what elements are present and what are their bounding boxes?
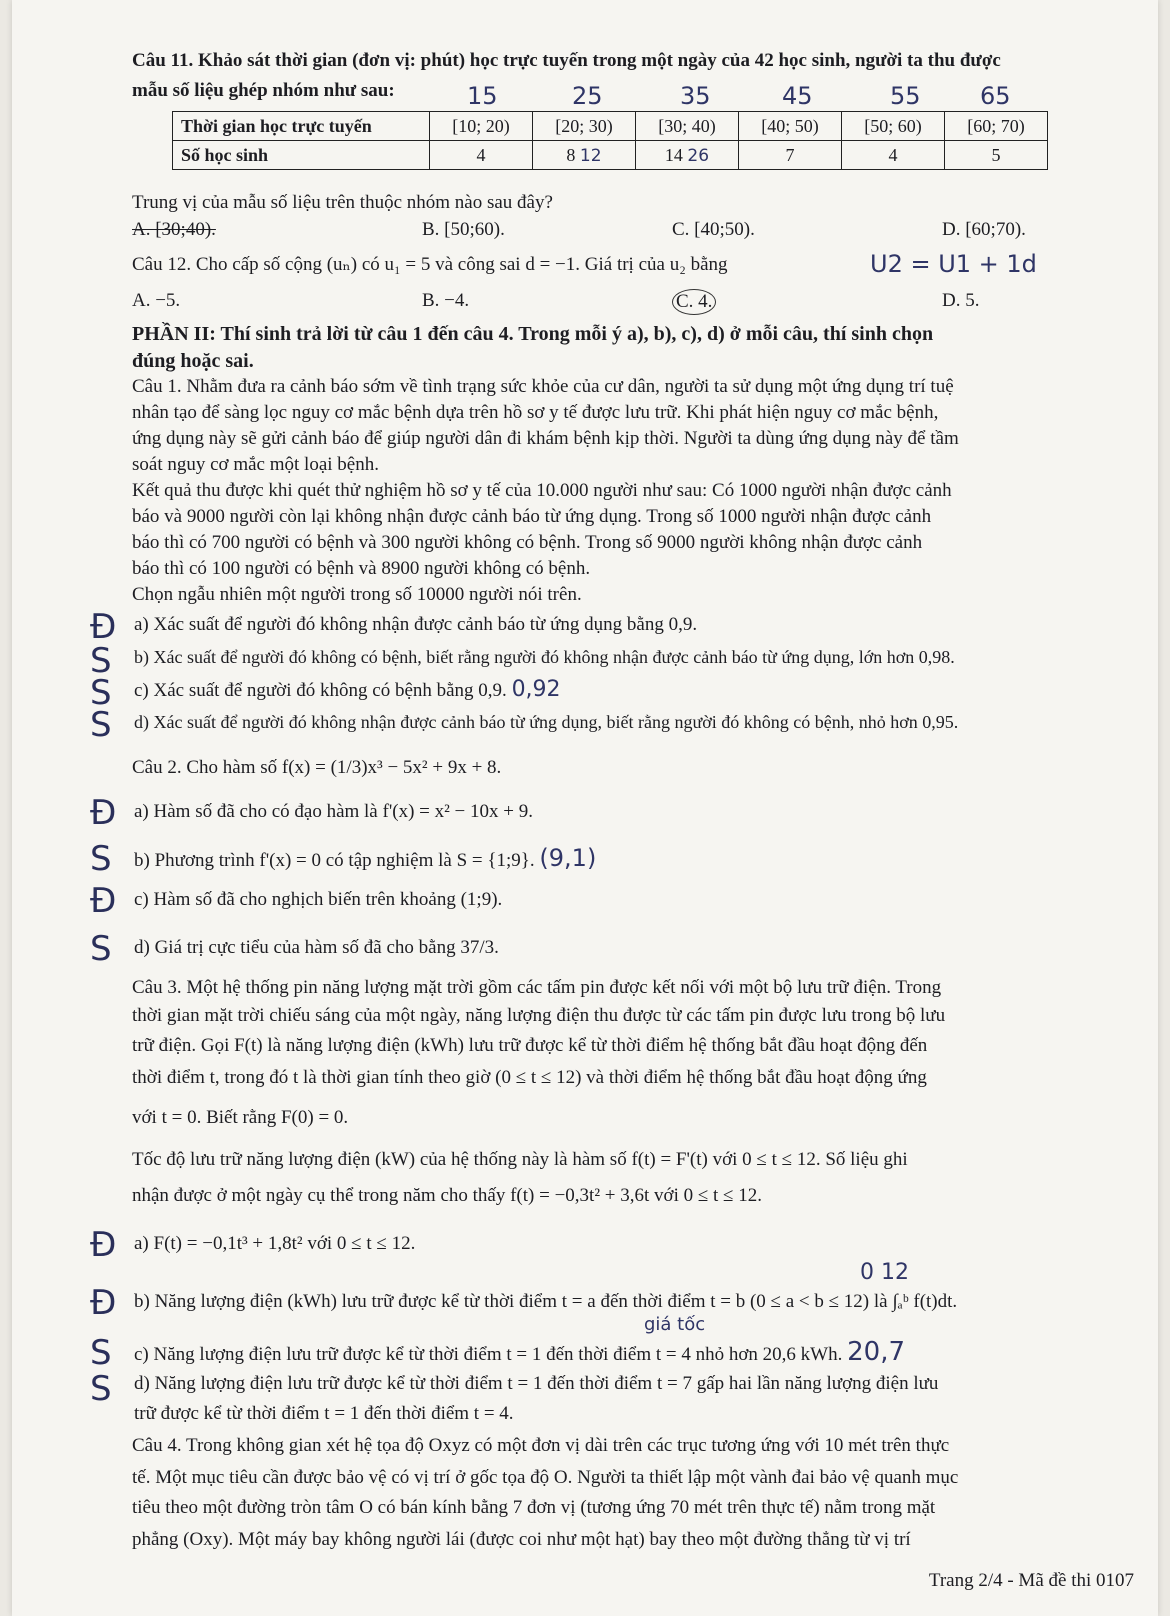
page-content — [12, 0, 1158, 1616]
hand-mark-c2b: S — [90, 839, 112, 879]
c1-line-4: soát nguy cơ mắc một loại bệnh. — [132, 454, 379, 475]
c1-line-9: Chọn ngẫu nhiên một người trong số 10000 người nói trên. — [132, 584, 582, 605]
c3-item-c — [134, 1337, 1126, 1367]
table-row — [173, 112, 1048, 141]
c4-line-1: Câu 4. Trong không gian xét hệ tọa độ Oxyz có một đơn vị dài trên các trục tương ứng với 10 mét trên thực — [132, 1435, 950, 1456]
hand-mark-c1a: Đ — [90, 607, 117, 647]
c3-item-d-1: d) Năng lượng điện lưu trữ được kể từ thời điểm t = 1 đến thời điểm t = 7 gấp hai lần năng lượng điện lưu — [134, 1373, 939, 1394]
c2-item-a: a) Hàm số đã cho có đạo hàm là f'(x) = x² − 10x + 9. — [134, 801, 533, 822]
table-cell — [533, 141, 636, 170]
c2-item-b — [134, 846, 1126, 873]
hand-cumulative: 26 — [687, 145, 710, 166]
c3-line-1: Câu 3. Một hệ thống pin năng lượng mặt trời gồm các tấm pin được kết nối với một bộ lưu trữ điện. Trong — [132, 977, 942, 998]
hand-mark-c1d: S — [90, 705, 112, 745]
hand-c3b-under: giá tốc — [644, 1314, 706, 1335]
c3-item-a: a) F(t) = −0,1t³ + 1,8t² với 0 ≤ t ≤ 12. — [134, 1233, 416, 1254]
table-cell: [30; 40) — [636, 112, 739, 141]
c1-line-2: nhân tạo để sàng lọc nguy cơ mắc bệnh dựa trên hồ sơ y tế được lưu trữ. Khi phát hiện nguy cơ mắc bệnh, — [132, 402, 939, 423]
exam-page — [12, 0, 1158, 1616]
c3-item-c-text: c) Năng lượng điện lưu trữ được kể từ thời điểm t = 1 đến thời điểm t = 4 nhỏ hơn 20,6 kWh. — [134, 1344, 843, 1365]
hand-mid-3: 35 — [680, 82, 711, 110]
table-row-label: Thời gian học trực tuyến — [173, 112, 430, 141]
q11-line2: mẫu số liệu ghép nhóm như sau: — [132, 80, 395, 101]
c1-line-6: báo và 9000 người còn lại không nhận được cảnh báo từ ứng dụng. Trong số 1000 người nhận được cảnh — [132, 506, 932, 527]
c2-item-b-text: b) Phương trình f'(x) = 0 có tập nghiệm là S = {1;9}. — [134, 850, 535, 871]
count-value: 8 — [566, 144, 576, 165]
hand-mid-1: 15 — [467, 82, 498, 110]
table-cell: [40; 50) — [739, 112, 842, 141]
q11-option-a: A. [30;40). — [132, 219, 216, 240]
hand-mark-c3b: Đ — [90, 1283, 117, 1323]
c3-line-2: thời gian mặt trời chiếu sáng của một ngày, năng lượng điện thu được từ các tấm pin được lưu trong bộ lưu — [132, 1005, 946, 1026]
q12-option-d: D. 5. — [942, 290, 980, 311]
c1-line-8: báo thì có 100 người có bệnh và 8900 người không có bệnh. — [132, 558, 591, 579]
hand-mid-5: 55 — [890, 82, 921, 110]
hand-cumulative: 12 — [579, 145, 602, 166]
c1-item-c — [134, 678, 1126, 703]
c4-line-4: phẳng (Oxy). Một máy bay không người lái (được coi như một hạt) bay theo một đường thẳng từ vị trí — [132, 1529, 911, 1550]
hand-mark-c1b: S — [90, 641, 112, 681]
page-footer: Trang 2/4 - Mã đề thi 0107 — [928, 1570, 1134, 1591]
c1-line-3: ứng dụng này sẽ gửi cảnh báo để giúp người dân đi khám bệnh kịp thời. Người ta dùng ứng dụng này để tầm — [132, 428, 959, 449]
c3-line-5: với t = 0. Biết rằng F(0) = 0. — [132, 1107, 349, 1128]
q11-line1: Câu 11. Khảo sát thời gian (đơn vị: phút) học trực tuyến trong một ngày của 42 học sinh, người ta thu được — [132, 50, 1001, 71]
c1-item-a: a) Xác suất để người đó không nhận được cảnh báo từ ứng dụng bằng 0,9. — [134, 614, 698, 635]
table-cell: 4 — [430, 141, 533, 170]
c3-item-d-2: trữ được kể từ thời điểm t = 1 đến thời điểm t = 4. — [134, 1403, 514, 1424]
c1-line-7: báo thì có 700 người có bệnh và 300 người không có bệnh. Trong số 9000 người không nhận được cảnh — [132, 532, 923, 553]
hand-mark-c3a: Đ — [90, 1225, 117, 1265]
table-row-label: Số học sinh — [173, 141, 430, 170]
q12-option-b: B. −4. — [422, 290, 470, 311]
table-cell: [60; 70) — [945, 112, 1048, 141]
table-cell: 5 — [945, 141, 1048, 170]
c1-item-c-text: c) Xác suất để người đó không có bệnh bằng 0,9. — [134, 680, 507, 701]
table-cell: 7 — [739, 141, 842, 170]
q12-option-c: C. 4. — [672, 289, 716, 315]
table-cell — [636, 141, 739, 170]
part2-heading-2: đúng hoặc sai. — [132, 350, 254, 372]
c1-line-5: Kết quả thu được khi quét thử nghiệm hồ sơ y tế của 10.000 người như sau: Có 1000 người nhận được cảnh — [132, 480, 952, 501]
c3-line-7: nhận được ở một ngày cụ thể trong năm cho thấy f(t) = −0,3t² + 3,6t với 0 ≤ t ≤ 12. — [132, 1185, 762, 1206]
hand-mid-4: 45 — [782, 82, 813, 110]
hand-mark-c2c: Đ — [90, 881, 117, 921]
count-value: 14 — [664, 144, 683, 165]
q11-option-d: D. [60;70). — [942, 219, 1026, 240]
hand-mark-c1c: S — [90, 673, 112, 713]
c2-title: Câu 2. Cho hàm số f(x) = (1/3)x³ − 5x² + 9x + 8. — [132, 757, 502, 778]
data-table — [172, 111, 1048, 170]
c2-item-c: c) Hàm số đã cho nghịch biến trên khoảng (1;9). — [134, 889, 503, 910]
hand-c3c-note: 20,7 — [847, 1337, 906, 1367]
part2-heading-1: PHẦN II: Thí sinh trả lời từ câu 1 đến câu 4. Trong mỗi ý a), b), c), d) ở mỗi câu, thí sinh chọn — [132, 323, 934, 345]
hand-mid-2: 25 — [572, 82, 603, 110]
c3-line-6: Tốc độ lưu trữ năng lượng điện (kW) của hệ thống này là hàm số f(t) = F'(t) với 0 ≤ t ≤ 12. Số liệu ghi — [132, 1149, 908, 1170]
hand-c1c-note: 0,92 — [511, 677, 561, 702]
c4-line-2: tế. Một mục tiêu cần được bảo vệ có vị trí ở gốc tọa độ O. Người ta thiết lập một vành đai bảo vệ quanh mục — [132, 1467, 959, 1488]
hand-c3b-note: 0 12 — [860, 1260, 909, 1285]
hand-mark-c2a: Đ — [90, 793, 117, 833]
q12-option-a: A. −5. — [132, 290, 181, 311]
table-cell: [20; 30) — [533, 112, 636, 141]
hand-mark-c3d: S — [90, 1369, 112, 1409]
table-row — [173, 141, 1048, 170]
c3-line-3: trữ điện. Gọi F(t) là năng lượng điện (kWh) lưu trữ được kể từ thời điểm hệ thống bắt đầu hoạt động đến — [132, 1035, 928, 1056]
hand-mid-6: 65 — [980, 82, 1011, 110]
q12-question: Câu 12. Cho cấp số cộng (uₙ) có u₁ = 5 và công sai d = −1. Giá trị của u₂ bằng — [132, 254, 728, 275]
table-cell: [50; 60) — [842, 112, 945, 141]
hand-mark-c3c: S — [90, 1333, 112, 1373]
c1-line-1: Câu 1. Nhằm đưa ra cảnh báo sớm về tình trạng sức khỏe của cư dân, người ta sử dụng một ứng dụng trí tuệ — [132, 376, 954, 397]
hand-q12-note: U2 = U1 + 1d — [870, 250, 1037, 278]
table-cell: 4 — [842, 141, 945, 170]
q11-question: Trung vị của mẫu số liệu trên thuộc nhóm nào sau đây? — [132, 192, 553, 213]
c4-line-3: tiêu theo một đường tròn tâm O có bán kính bằng 7 đơn vị (tương ứng 70 mét trên thực tế) nằm trong mặt — [132, 1497, 936, 1518]
hand-mark-c2d: S — [90, 929, 112, 969]
hand-c2b-note: (9,1) — [539, 844, 597, 872]
c1-item-d: d) Xác suất để người đó không nhận được cảnh báo từ ứng dụng, biết rằng người đó không có bệnh, nhỏ hơn 0,95. — [134, 712, 959, 732]
c2-item-d: d) Giá trị cực tiểu của hàm số đã cho bằng 37/3. — [134, 937, 499, 958]
q11-option-c: C. [40;50). — [672, 219, 755, 240]
c1-item-b: b) Xác suất để người đó không có bệnh, biết rằng người đó không nhận được cảnh báo từ ứng dụng, lớn hơn 0,98. — [134, 647, 955, 667]
c3-item-b: b) Năng lượng điện (kWh) lưu trữ được kể từ thời điểm t = a đến thời điểm t = b (0 ≤ a < b ≤ 12) là ∫ₐᵇ f(t)dt. — [134, 1291, 958, 1312]
c3-line-4: thời điểm t, trong đó t là thời gian tính theo giờ (0 ≤ t ≤ 12) và thời điểm hệ thống bắt đầu hoạt động ứng — [132, 1067, 927, 1088]
q11-option-b: B. [50;60). — [422, 219, 505, 240]
table-cell: [10; 20) — [430, 112, 533, 141]
